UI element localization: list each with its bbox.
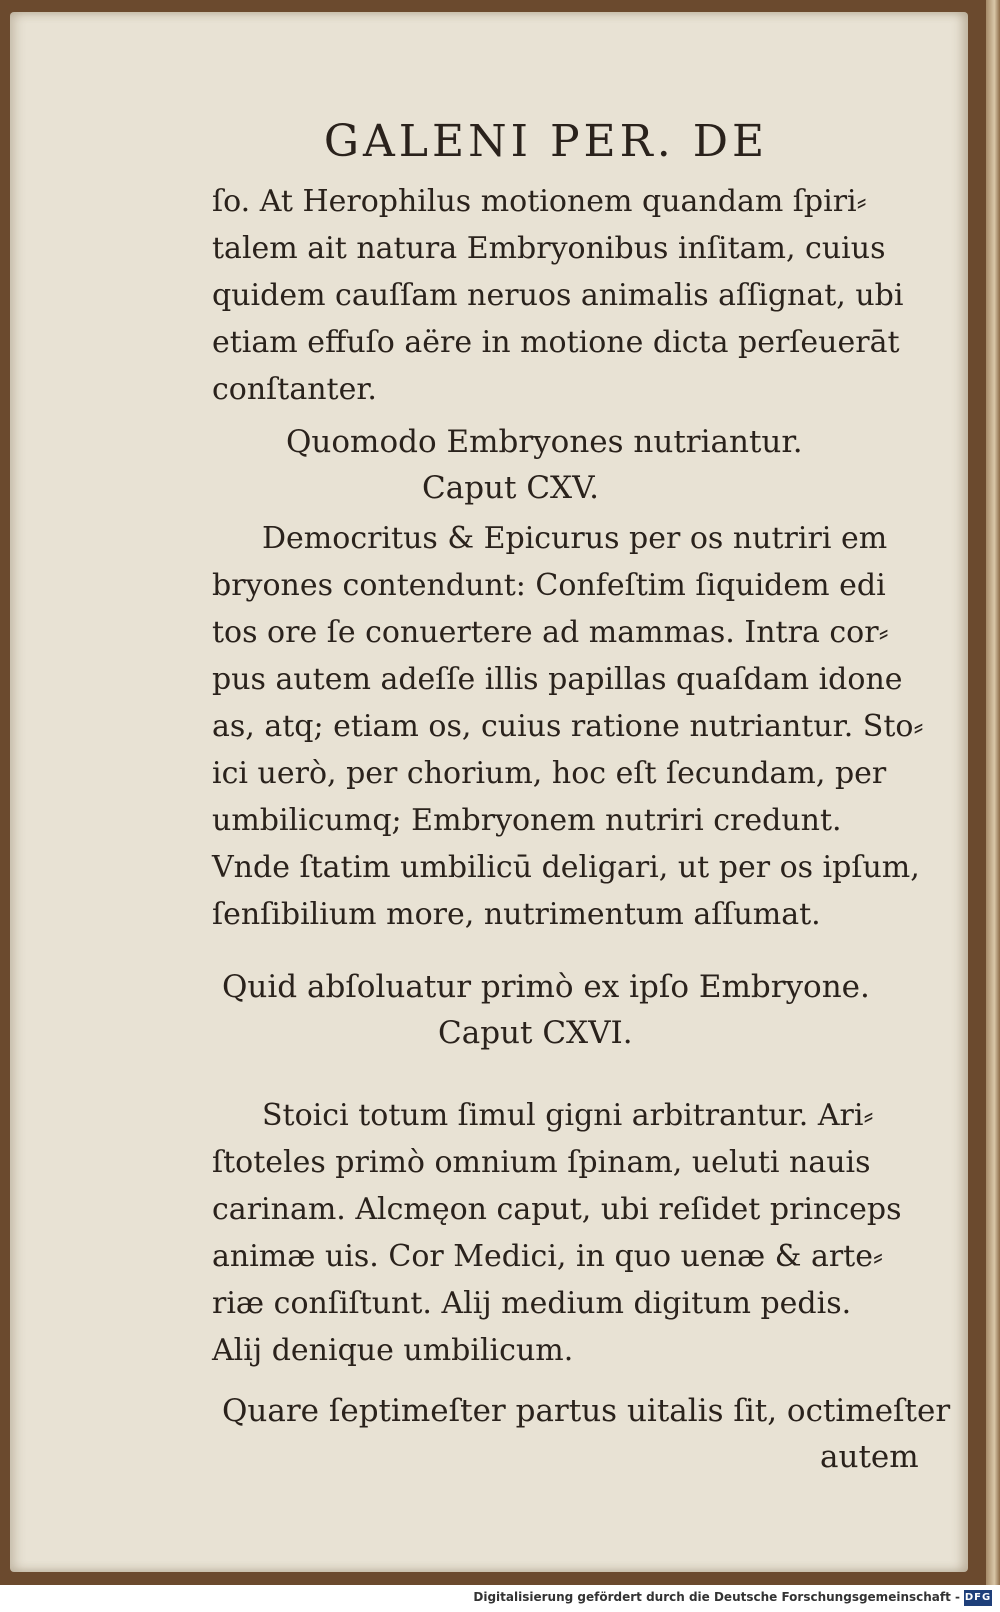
text-line: ſo. At Herophilus motionem quandam ſpiri⸗	[212, 184, 867, 219]
text-line: Alij denique umbilicum.	[212, 1333, 574, 1368]
running-head: GALENI PER. DE	[323, 116, 769, 167]
text-line: talem ait natura Embryonibus inſitam, cuius	[212, 231, 886, 266]
text-line: umbilicumq; Embryonem nutriri credunt.	[212, 803, 842, 838]
heading-title: Quomodo Embryones nutriantur.	[286, 424, 803, 460]
catchword: autem	[820, 1439, 919, 1475]
text-line: etiam effuſo aëre in motione dicta perſeuerāt	[212, 325, 900, 360]
text-line: ici uerò, per chorium, hoc eſt ſecundam, per	[212, 756, 887, 791]
heading-title: Quid abſoluatur primò ex ipſo Embryone.	[222, 969, 870, 1005]
page-edge	[986, 0, 1000, 1585]
text-line: pus autem adeſſe illis papillas quaſdam idone	[212, 662, 903, 697]
heading-caput: Caput CXV.	[422, 470, 599, 506]
text-line: as, atq; etiam os, cuius ratione nutriantur. Sto⸗	[212, 709, 924, 744]
chapter-heading-115	[212, 419, 940, 511]
dfg-logo: DFG	[964, 1590, 992, 1606]
heading-caput: Caput CXVI.	[438, 1015, 633, 1051]
digitization-footer	[0, 1585, 1000, 1612]
text-line: Vnde ſtatim umbilicū deligari, ut per os ipſum,	[212, 850, 920, 885]
text-line: animæ uis. Cor Medici, in quo uenæ & arte⸗	[212, 1239, 883, 1274]
chapter-heading-quare	[212, 1388, 951, 1480]
text-line: tos ore ſe conuertere ad mammas. Intra cor⸗	[212, 615, 889, 650]
text-line: bryones contendunt: Confeſtim ſiquidem edi	[212, 568, 886, 603]
page-text-block	[212, 112, 951, 1480]
paragraph-continuation	[212, 178, 940, 413]
text-line: ſenſibilium more, nutrimentum aſſumat.	[212, 897, 821, 932]
text-line: riæ conſiſtunt. Alij medium digitum pedis.	[212, 1286, 852, 1321]
text-line: Stoici totum ſimul gigni arbitrantur. Ari⸗	[262, 1098, 874, 1133]
footer-credit: Digitalisierung gefördert durch die Deutsche Forschungsgemeinschaft -	[473, 1590, 960, 1604]
chapter-heading-116	[212, 964, 940, 1056]
text-line: ſtoteles primò omnium ſpinam, ueluti nauis	[212, 1145, 871, 1180]
text-line: Democritus & Epicurus per os nutriri em	[262, 521, 888, 556]
paragraph-democritus	[212, 515, 940, 938]
text-line: quidem cauſſam neruos animalis aſſignat, ubi	[212, 278, 904, 313]
heading-title: Quare ſeptimeſter partus uitalis ſit, octimeſter	[222, 1393, 951, 1429]
text-line: conſtanter.	[212, 372, 377, 407]
text-line: carinam. Alcmęon caput, ubi reſidet princeps	[212, 1192, 902, 1227]
paragraph-stoici	[212, 1092, 940, 1374]
